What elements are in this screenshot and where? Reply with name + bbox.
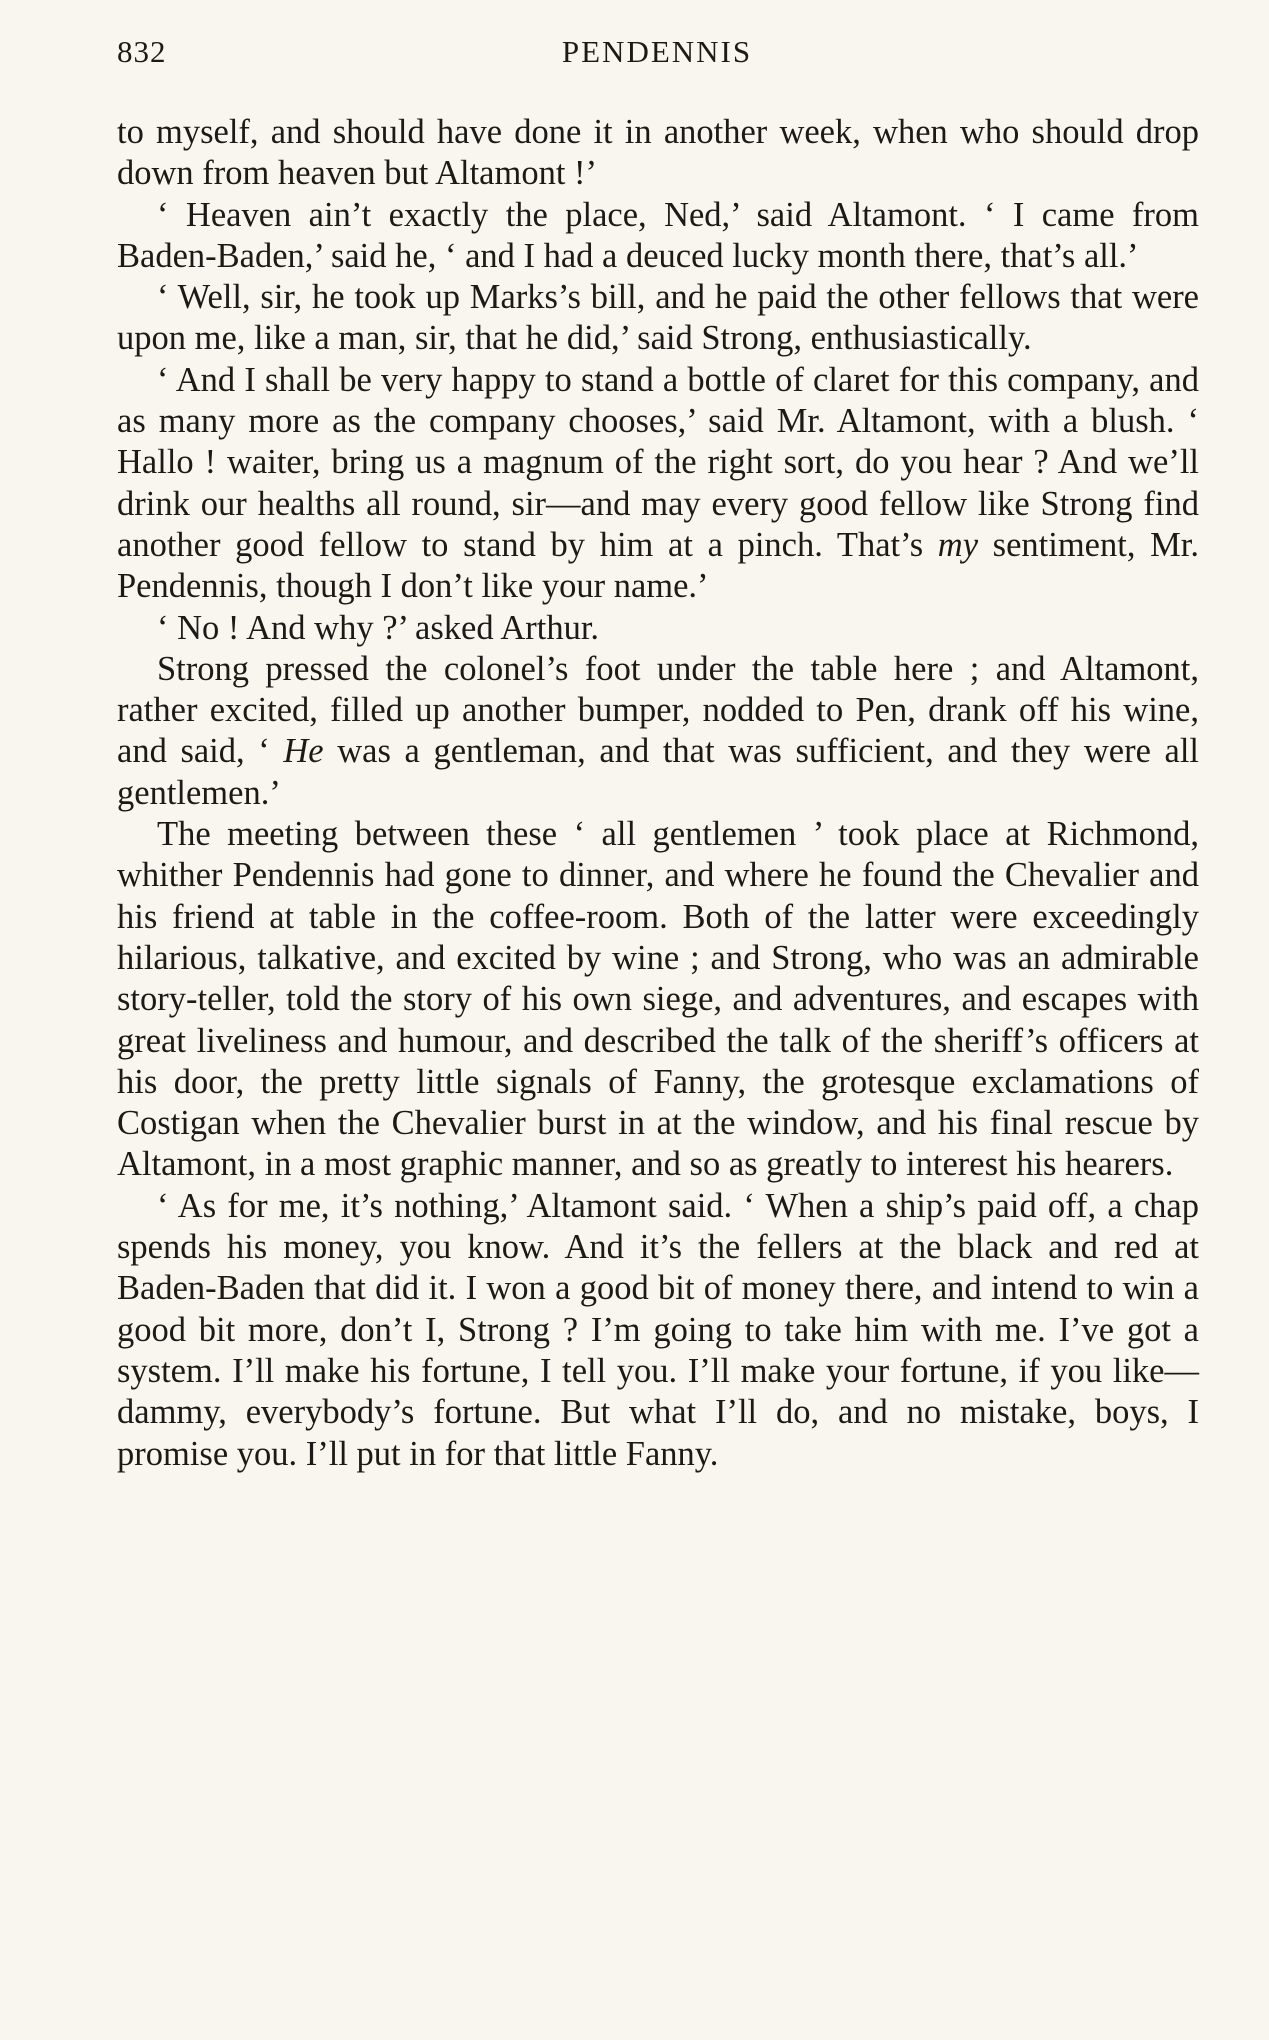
italic-emphasis: He [283,732,324,771]
paragraph [117,649,1199,814]
page-number: 832 [117,34,167,69]
paragraph-text: ‘ Heaven ain’t exactly the place, Ned,’ said Altamont. ‘ I came from Baden-Baden,’ said he, ‘ and I had a deuced lucky month there, that’s all.’ [117,195,1199,275]
page-header [117,34,1197,74]
paragraph-text: ‘ And I shall be very happy to stand a bottle of claret for this company, and as many more as the company chooses,’ said Mr. Altamont, with a blush. ‘ Hallo ! waiter, bring us a magnum of the right sort, do you hear ? And we’ll drink our healths all round, sir—and may every good fellow like Strong find another good fellow to stand by him at a pinch. That’s [117,360,1199,564]
body-text [117,112,1199,1475]
paragraph-text: ‘ As for me, it’s nothing,’ Altamont said. ‘ When a ship’s paid off, a chap spends his money, you know. And it’s the fellers at the black and red at Baden-Baden that did it. I won a good bit of money there, and intend to win a good bit more, don’t I, Strong ? I’m going to take him with me. I’ve got a system. I’ll make his fortune, I tell you. I’ll make your fortune, if you like—dammy, everybody’s fortune. But what I’ll do, and no mistake, boys, I promise you. I’ll put in for that little Fanny. [117,1186,1199,1473]
running-head: PENDENNIS [561,34,753,69]
paragraph-text: ‘ Well, sir, he took up Marks’s bill, and he paid the other fellows that were upon me, like a man, sir, that he did,’ said Strong, enthusiastically. [117,278,1199,358]
paragraph [117,112,1199,195]
paragraph [117,277,1199,360]
paragraph-text: to myself, and should have done it in another week, when who should drop down from heaven but Altamont !’ [117,113,1199,193]
paragraph [117,195,1199,278]
paragraph-text: ‘ No ! And why ?’ asked Arthur. [157,608,600,647]
paragraph-text: Strong pressed the colonel’s foot under the table here ; and Altamont, rather excited, filled up another bumper, nodded to Pen, drank off his wine, and said, ‘ [117,649,1199,771]
paragraph-text: was a gentleman, and that was sufficient, and they were all gentlemen.’ [117,732,1199,812]
italic-emphasis: my [937,525,979,564]
paragraph-text: sentiment, Mr. Pendennis, though I don’t like your name.’ [117,525,1199,606]
paragraph [117,1186,1199,1475]
paragraph [117,608,1199,649]
paragraph [117,814,1199,1186]
paragraph-text: The meeting between these ‘ all gentlemen ’ took place at Richmond, whither Pendennis had gone to dinner, and where he found the Chevalier and his friend at table in the coffee-room. Both of the latter were exceedingly hilarious, talkative, and excited by wine ; and Strong, who was an admirable story-teller, told the story of his own siege, and adventures, and escapes with great liveliness and humour, and described the talk of the sheriff’s officers at his door, the pretty little signals of Fanny, the grotesque exclamations of Costigan when the Chevalier burst in at the window, and his final rescue by Altamont, in a most graphic manner, and so as greatly to interest his hearers. [117,815,1199,1184]
paragraph [117,360,1199,608]
